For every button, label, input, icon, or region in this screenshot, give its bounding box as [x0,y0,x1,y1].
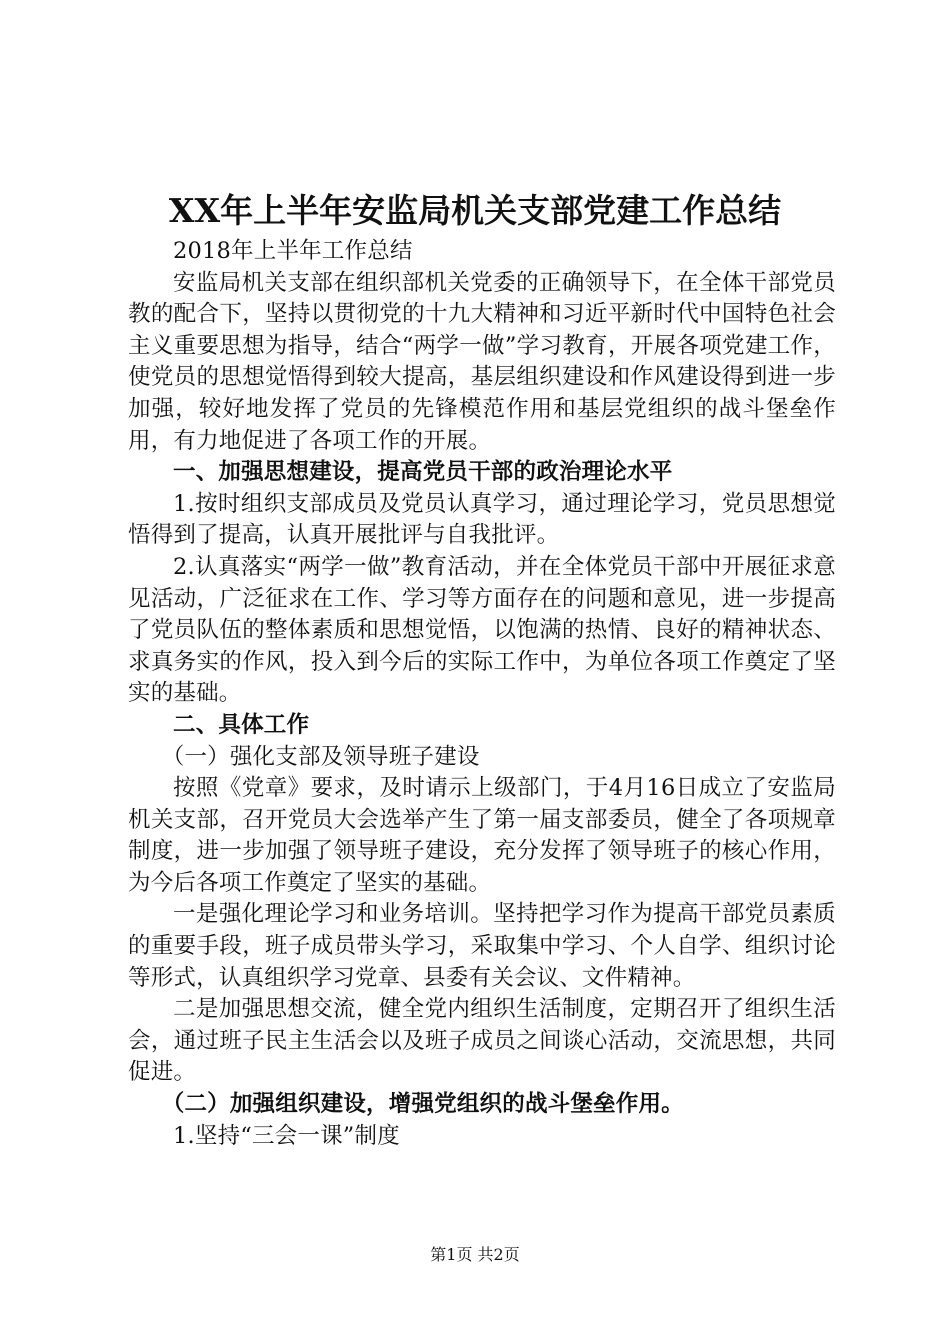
subsection-1-paragraph-1: 按照《党章》要求，及时请示上级部门，于4月16日成立了安监局机关支部，召开党员大会选举产生了第一届支部委员，健全了各项规章制度，进一步加强了领导班子建设，充分发挥了领导班子的核心作用，为今后各项工作奠定了坚实的基础。 [128,775,836,896]
section-1-paragraph-2: 2.认真落实“两学一做”教育活动，并在全体党员干部中开展征求意见活动，广泛征求在工作、学习等方面存在的问题和意见，进一步提高了党员队伍的整体素质和思想觉悟，以饱满的热情、良好的精神状态、求真务实的作风，投入到今后的实际工作中，为单位各项工作奠定了坚实的基础。 [128,553,836,707]
summary-subtitle: 2018年上半年工作总结 [173,238,413,264]
document-title: XX年上半年安监局机关支部党建工作总结 [168,191,782,230]
subsection-1-paragraph-3: 二是加强思想交流，健全党内组织生活制度，定期召开了组织生活会，通过班子民主生活会以及班子成员之间谈心活动，交流思想，共同促进。 [128,996,836,1086]
page-number-footer: 第1页 共2页 [430,1245,520,1264]
subsection-1-heading: （一）强化支部及领导班子建设 [161,743,480,770]
subsection-2-paragraph-1: 1.坚持“三会一课”制度 [173,1122,400,1149]
section-1-heading: 一、加强思想建设，提高党员干部的政治理论水平 [173,459,673,486]
section-1-paragraph-1: 1.按时组织支部成员及党员认真学习，通过理论学习，党员思想觉悟得到了提高，认真开展批评与自我批评。 [128,490,836,549]
document-body [128,236,836,1152]
section-2-heading: 二、具体工作 [173,711,310,738]
subsection-1-paragraph-2: 一是强化理论学习和业务培训。坚持把学习作为提高干部党员素质的重要手段，班子成员带头学习，采取集中学习、个人自学、组织讨论等形式，认真组织学习党章、县委有关会议、文件精神。 [128,901,836,991]
subsection-2-heading: （二）加强组织建设，增强党组织的战斗堡垒作用。 [161,1091,684,1118]
intro-paragraph: 安监局机关支部在组织部机关党委的正确领导下，在全体干部党员教的配合下，坚持以贯彻党的十九大精神和习近平新时代中国特色社会主义重要思想为指导，结合“两学一做”学习教育，开展各项党建工作，使党员的思想觉悟得到较大提高，基层组织建设和作风建设得到进一步加强，较好地发挥了党员的先锋模范作用和基层党组织的战斗堡垒作用，有力地促进了各项工作的开展。 [128,269,836,454]
